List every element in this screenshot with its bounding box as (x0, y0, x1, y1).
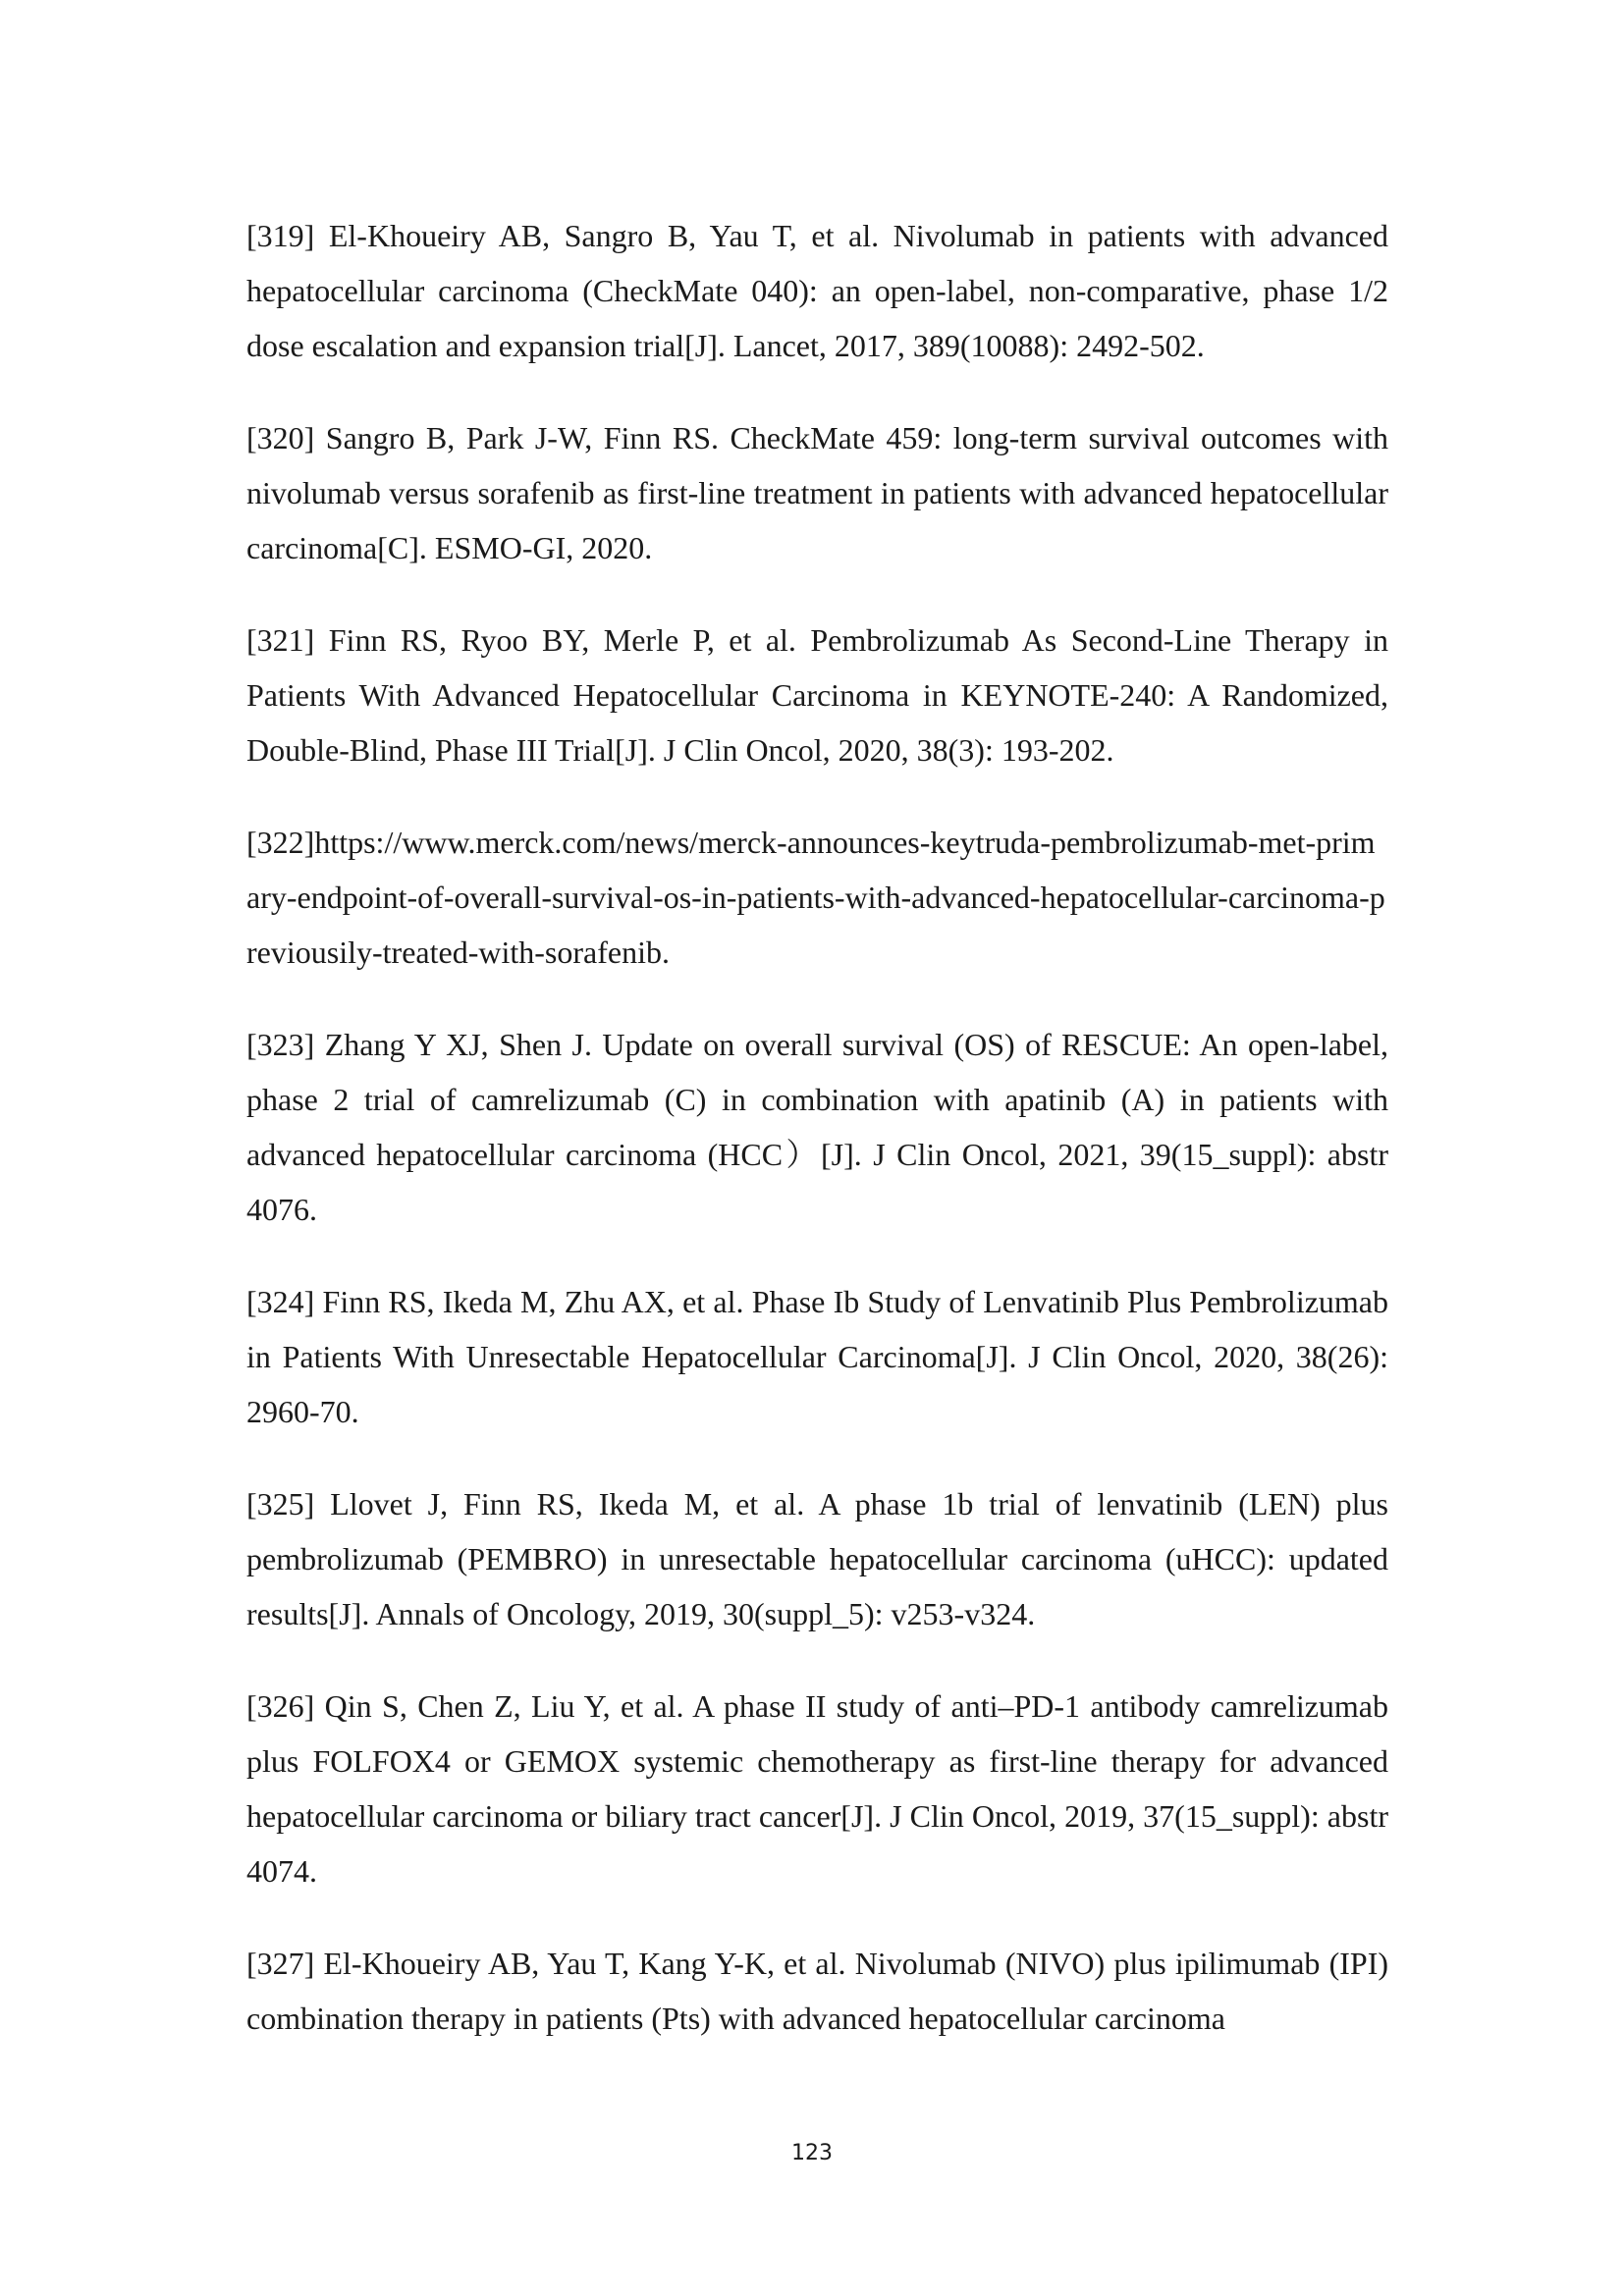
reference-list (246, 208, 1388, 2083)
reference-324: [324] Finn RS, Ikeda M, Zhu AX, et al. Phase Ib Study of Lenvatinib Plus Pembrolizumab in Patients With Unresectable Hepatocellular Carcinoma[J]. J Clin Oncol, 2020, 38(26): 2960-70. (246, 1284, 1388, 1429)
reference-322: [322]https://www.merck.com/news/merck-announces-keytruda-pembrolizumab-met-primary-endpoint-of-overall-survival-os-in-patients-with-advanced-hepatocellular-carcinoma-previousily-treated-with-sorafenib. (246, 825, 1385, 970)
reference-327: [327] El-Khoueiry AB, Yau T, Kang Y-K, et al. Nivolumab (NIVO) plus ipilimumab (IPI) combination therapy in patients (Pts) with advanced hepatocellular carcinoma (246, 1946, 1388, 2036)
reference-325: [325] Llovet J, Finn RS, Ikeda M, et al. A phase 1b trial of lenvatinib (LEN) plus pembrolizumab (PEMBRO) in unresectable hepatocellular carcinoma (uHCC): updated results[J]. Annals of Oncology, 2019, 30(suppl_5): v253-v324. (246, 1486, 1388, 1631)
reference-323: [323] Zhang Y XJ, Shen J. Update on overall survival (OS) of RESCUE: An open-label, phase 2 trial of camrelizumab (C) in combination with apatinib (A) in patients with advanced hepatocellular carcinoma (HCC）[J]. J Clin Oncol, 2021, 39(15_suppl): abstr 4076. (246, 1027, 1389, 1227)
reference-326: [326] Qin S, Chen Z, Liu Y, et al. A phase II study of anti–PD-1 antibody camrelizumab plus FOLFOX4 or GEMOX systemic chemotherapy as first-line therapy for advanced hepatocellular carcinoma or biliary tract cancer[J]. J Clin Oncol, 2019, 37(15_suppl): abstr 4074. (246, 1688, 1388, 1889)
reference-321: [321] Finn RS, Ryoo BY, Merle P, et al. Pembrolizumab As Second-Line Therapy in Patients With Advanced Hepatocellular Carcinoma in KEYNOTE-240: A Randomized, Double-Blind, Phase III Trial[J]. J Clin Oncol, 2020, 38(3): 193-202. (246, 622, 1388, 768)
reference-320: [320] Sangro B, Park J-W, Finn RS. CheckMate 459: long-term survival outcomes with nivolumab versus sorafenib as first-line treatment in patients with advanced hepatocellular carcinoma[C]. ESMO-GI, 2020. (246, 420, 1388, 565)
page-number: 123 (791, 2141, 833, 2165)
reference-319: [319] El-Khoueiry AB, Sangro B, Yau T, et al. Nivolumab in patients with advanced hepatocellular carcinoma (CheckMate 040): an open-label, non-comparative, phase 1/2 dose escalation and expansion trial[J]. Lancet, 2017, 389(10088): 2492-502. (246, 218, 1388, 363)
